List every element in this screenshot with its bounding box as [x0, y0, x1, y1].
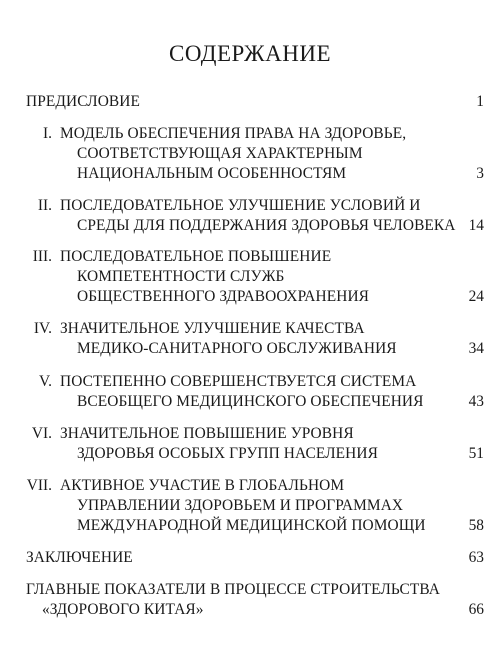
- toc-entry-title-line: ЗНАЧИТЕЛЬНОЕ ПОВЫШЕНИЕ УРОВНЯ: [60, 425, 354, 442]
- toc-entry-title-line: МЕДИКО-САНИТАРНОГО ОБСЛУЖИВАНИЯ: [77, 340, 397, 357]
- toc-chapter-numeral: II.: [37, 197, 52, 214]
- toc-page-number: 1: [476, 93, 484, 110]
- toc-entry-title-line: ПОСЛЕДОВАТЕЛЬНОЕ ПОВЫШЕНИЕ: [60, 248, 332, 265]
- toc-entry-title-line: ПОСТЕПЕННО СОВЕРШЕНСТВУЕТСЯ СИСТЕМА: [60, 373, 417, 390]
- toc-entry-title-line: УПРАВЛЕНИИ ЗДОРОВЬЕМ И ПРОГРАММАХ: [77, 497, 404, 514]
- toc-chapter-numeral: V.: [39, 373, 52, 390]
- toc-page-number: 34: [468, 340, 484, 357]
- toc-page-number: 58: [468, 517, 484, 534]
- toc-entry-title-line: ГЛАВНЫЕ ПОКАЗАТЕЛИ В ПРОЦЕССЕ СТРОИТЕЛЬСТВА: [26, 581, 440, 598]
- toc-entry-title-line: МЕЖДУНАРОДНОЙ МЕДИЦИНСКОЙ ПОМОЩИ: [77, 517, 426, 534]
- toc-chapter-numeral: IV.: [33, 320, 52, 337]
- toc-entry-title-line: ПОСЛЕДОВАТЕЛЬНОЕ УЛУЧШЕНИЕ УСЛОВИЙ И: [60, 197, 421, 214]
- toc-entry-title-line: ЗНАЧИТЕЛЬНОЕ УЛУЧШЕНИЕ КАЧЕСТВА: [60, 320, 365, 337]
- toc-page-number: 24: [468, 288, 484, 305]
- toc-page-number: 63: [468, 549, 484, 566]
- toc-entry-title-line: ВСЕОБЩЕГО МЕДИЦИНСКОГО ОБЕСПЕЧЕНИЯ: [77, 393, 424, 410]
- toc-page-number: 3: [476, 165, 484, 182]
- toc-chapter-numeral: I.: [43, 125, 52, 142]
- toc-chapter-numeral: VII.: [26, 477, 52, 494]
- toc-chapter-numeral: III.: [32, 248, 52, 265]
- toc-entry-title-line: МОДЕЛЬ ОБЕСПЕЧЕНИЯ ПРАВА НА ЗДОРОВЬЕ,: [60, 125, 407, 142]
- toc-page-number: 43: [468, 393, 484, 410]
- toc-page-number: 51: [468, 445, 484, 462]
- toc-entry-title-line: ОБЩЕСТВЕННОГО ЗДРАВООХРАНЕНИЯ: [77, 288, 370, 305]
- toc-page-number: 14: [468, 217, 484, 234]
- toc-entry-title: ПРЕДИСЛОВИЕ: [26, 93, 141, 110]
- toc-entry-title-line: НАЦИОНАЛЬНЫМ ОСОБЕННОСТЯМ: [77, 165, 347, 182]
- toc-entry-title-line: «ЗДОРОВОГО КИТАЯ»: [42, 601, 204, 618]
- toc-entry-title-line: ЗДОРОВЬЯ ОСОБЫХ ГРУПП НАСЕЛЕНИЯ: [77, 445, 378, 462]
- toc-entry-title-line: АКТИВНОЕ УЧАСТИЕ В ГЛОБАЛЬНОМ: [60, 477, 345, 494]
- toc-entry-title-line: СРЕДЫ ДЛЯ ПОДДЕРЖАНИЯ ЗДОРОВЬЯ ЧЕЛОВЕКА: [77, 217, 456, 234]
- toc-entry-title-line: КОМПЕТЕНТНОСТИ СЛУЖБ: [77, 268, 285, 285]
- toc-entry-title: ЗАКЛЮЧЕНИЕ: [26, 549, 133, 566]
- toc-entry-title-line: СООТВЕТСТВУЮЩАЯ ХАРАКТЕРНЫМ: [77, 145, 363, 162]
- toc-chapter-numeral: VI.: [31, 425, 52, 442]
- toc-page-number: 66: [468, 601, 484, 618]
- page-title: СОДЕРЖАНИЕ: [168, 41, 331, 66]
